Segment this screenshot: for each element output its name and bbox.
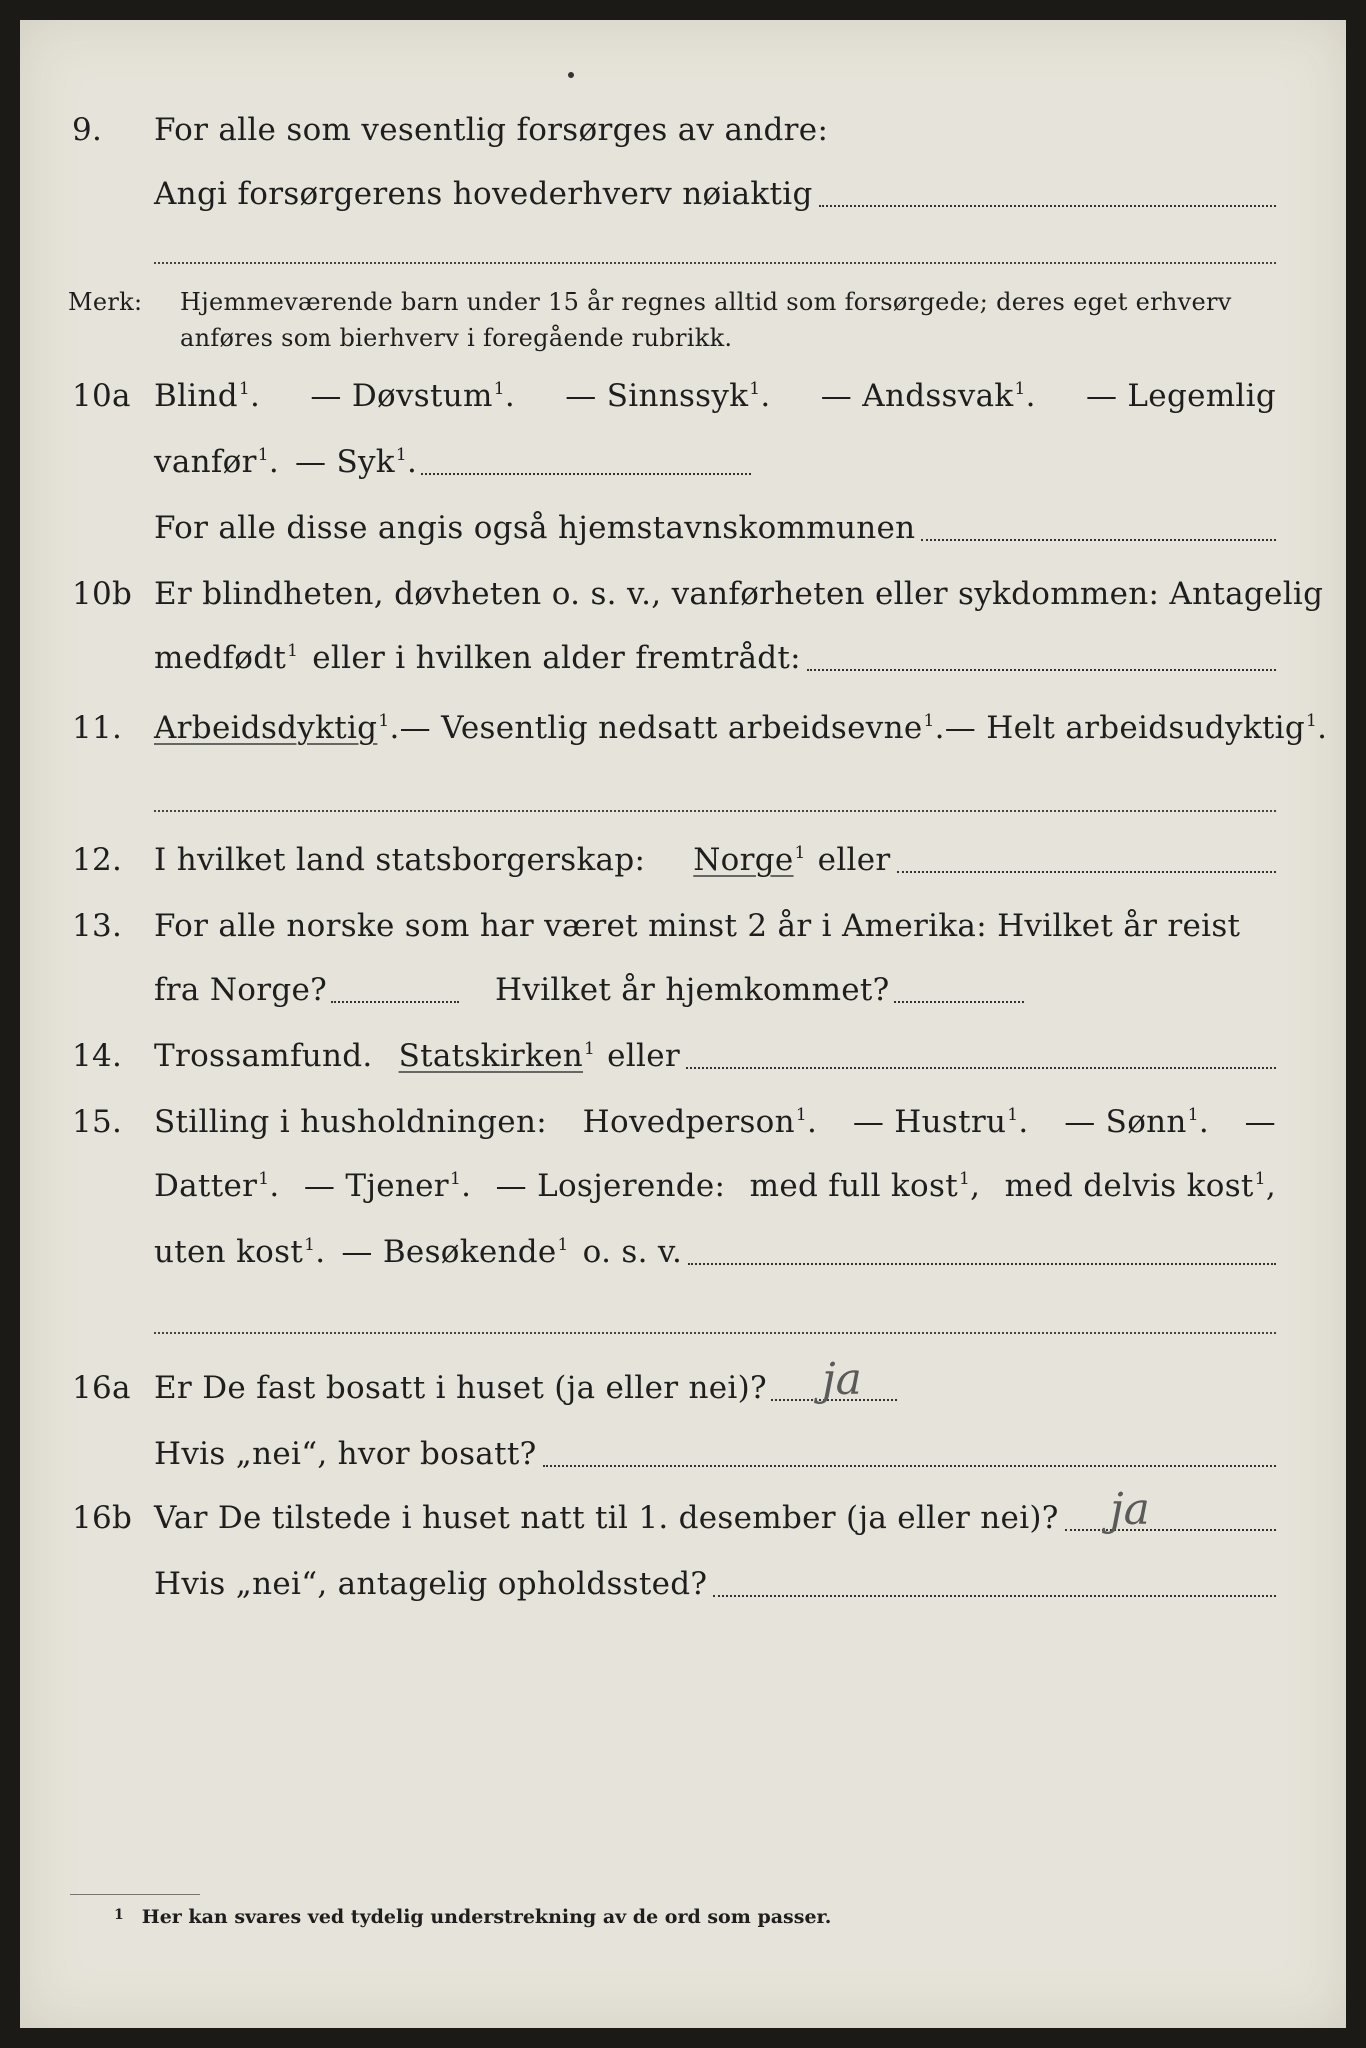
q14-eller: eller	[607, 1038, 680, 1074]
footnote-mark: 1	[114, 1907, 124, 1923]
ink-speck	[568, 72, 574, 78]
footnote-text: Her kan svares ved tydelig understrekning av de ord som passer.	[141, 1906, 832, 1928]
q11-number: 11.	[72, 710, 123, 746]
q12-text: I hvilket land statsborgerskap:	[154, 842, 646, 878]
q10b-option-medfodt[interactable]: medfødt$^1$	[154, 640, 299, 676]
census-form-page: 9. For alle som vesentlig forsørges av andre: Angi forsørgerens hovederhverv nøiaktig Merk: Hjemmeværende barn under 15 år regnes alltid som forsørgede; deres eget erhverv anføres som bierhverv i foregående rubrikk. 10a Blind$^1$. — Døvstum$^1$. — Sinnssyk$^1$. — Andssvak$^1$. — Legemlig vanfør$^1$. — Syk$^1$. For alle disse angis også hjemstavnskommunen 10b Er blindheten, døvheten o. s. v., vanførheten eller sykdommen: Antagelig medfødt$^1$ eller i hvilken alder fremtrådt: 11. Arbeidsdyktig$^1$. — Vesentlig nedsatt arbeidsevne$^1$. — Helt arbeidsudyktig$^1$. 12. I hvilket land statsborgerskap: Norge$^1$ eller 13. For alle norske som har været minst 2 år i Amerika: Hvilket år reist fra Norge? Hvilket år hjemkommet? 14. Trossamfund. Statskirken$^1$ eller 15. Stilling i husholdningen: Hovedperson$^1$. — Hustru$^1$. — Sønn$^1$. — Datter$^1$. — Tjener$^1$. — Losjerende: med full kost$^1$, med delvis kost$^1$, uten kost$^1$. — Besøkende$^1$ o. s. v. 16a Er De fast bosatt i huset (ja eller nei)? ja Hvis „nei“, hvor bosatt? 16b Var De tilstede i huset natt til 1. desember (ja eller nei)? ja Hvis „nei“, antagelig opholdssted? $^1$ Her kan svares ved tydelig understrekning av de ord som passer.	[20, 20, 1346, 2028]
q10a-hjemstavn-field[interactable]	[921, 538, 1276, 541]
q15-option-uten-kost[interactable]: uten kost$^1$.	[154, 1234, 326, 1270]
q15-losjerende-label: — Losjerende:	[495, 1168, 726, 1204]
merk-line1: Hjemmeværende barn under 15 år regnes alltid som forsørgede; deres eget erhverv	[180, 288, 1232, 316]
q11-option-arbeidsdyktig[interactable]: Arbeidsdyktig$^1$.	[154, 710, 400, 746]
q10a-syk-field[interactable]	[421, 472, 751, 475]
q10b-answer-field[interactable]	[807, 668, 1276, 671]
q9-extra-line[interactable]	[154, 262, 1276, 264]
q10a-option-vanfor[interactable]: vanfør$^1$.	[154, 444, 279, 480]
q15-label: Stilling i husholdningen:	[154, 1104, 547, 1140]
q15-option-delvis-kost[interactable]: med delvis kost$^1$,	[1004, 1168, 1276, 1204]
q13-hjemkommet-field[interactable]	[894, 1000, 1024, 1003]
q10a-option-blind[interactable]: Blind	[154, 378, 238, 414]
q15-option-hustru[interactable]: — Hustru$^1$.	[852, 1104, 1029, 1140]
q13-line1: For alle norske som har været minst 2 år i Amerika: Hvilket år reist	[154, 908, 1241, 944]
q13-number: 13.	[72, 908, 123, 944]
q10b-line2: eller i hvilken alder fremtrådt:	[312, 640, 801, 676]
footnote	[114, 1906, 831, 1928]
q15-answer-field[interactable]	[688, 1262, 1276, 1265]
q15-option-tjener[interactable]: — Tjener$^1$.	[303, 1168, 472, 1204]
q16a-line2: Hvis „nei“, hvor bosatt?	[154, 1436, 537, 1472]
q16a-handwritten-answer: ja	[822, 1354, 862, 1405]
q14-answer-field[interactable]	[686, 1066, 1276, 1069]
q16b-number: 16b	[72, 1500, 133, 1536]
q10a-option-sinnssyk[interactable]: — Sinnssyk	[565, 378, 749, 414]
q10b-number: 10b	[72, 576, 133, 612]
q16b-line2: Hvis „nei“, antagelig opholdssted?	[154, 1566, 708, 1602]
q10b-line1: Er blindheten, døvheten o. s. v., vanførheten eller sykdommen: Antagelig	[154, 576, 1324, 612]
q15-option-full-kost[interactable]: med full kost$^1$,	[749, 1168, 981, 1204]
q11-option-udyktig[interactable]: — Helt arbeidsudyktig$^1$.	[944, 710, 1328, 746]
q10a-option-andssvak[interactable]: — Andssvak	[820, 378, 1014, 414]
q15-option-datter[interactable]: Datter$^1$.	[154, 1168, 280, 1204]
merk-label: Merk:	[68, 288, 143, 316]
q15-option-besokende[interactable]: — Besøkende$^1$	[341, 1234, 569, 1270]
q10a-line3: For alle disse angis også hjemstavnskommunen	[154, 510, 916, 546]
q16a-bosatt-field[interactable]	[543, 1464, 1276, 1467]
q14-option-statskirken[interactable]: Statskirken$^1$	[398, 1038, 596, 1074]
q10a-option-legemlig[interactable]: — Legemlig	[1085, 378, 1276, 414]
q12-option-norge[interactable]: Norge$^1$	[693, 842, 806, 878]
q16b-question: Var De tilstede i huset natt til 1. desember (ja eller nei)?	[154, 1500, 1059, 1536]
q15-number: 15.	[72, 1104, 123, 1140]
q13-hjemkommet-label: Hvilket år hjemkommet?	[495, 972, 890, 1008]
q9-line2: Angi forsørgerens hovederhverv nøiaktig	[154, 176, 813, 212]
q15-option-hovedperson[interactable]: Hovedperson$^1$.	[582, 1104, 818, 1140]
footnote-rule	[70, 1894, 200, 1895]
q10a-option-dovstum[interactable]: — Døvstum	[310, 378, 493, 414]
q9-line1: For alle som vesentlig forsørges av andre:	[154, 112, 829, 148]
q11-extra-line[interactable]	[154, 810, 1276, 812]
q16a-question: Er De fast bosatt i huset (ja eller nei)?	[154, 1370, 767, 1406]
q15-osv: o. s. v.	[582, 1234, 683, 1270]
q16a-number: 16a	[72, 1370, 131, 1406]
q14-text: Trossamfund.	[154, 1038, 373, 1074]
q16b-opholdssted-field[interactable]	[713, 1594, 1276, 1597]
q13-reist-label: fra Norge?	[154, 972, 328, 1008]
q12-answer-field[interactable]	[897, 870, 1276, 873]
q15-dash: —	[1244, 1104, 1276, 1140]
q15-extra-line[interactable]	[154, 1332, 1276, 1334]
q16b-answer-field[interactable]	[1065, 1528, 1276, 1531]
q11-option-nedsatt[interactable]: — Vesentlig nedsatt arbeidsevne$^1$.	[399, 710, 945, 746]
merk-line2: anføres som bierhverv i foregående rubrikk.	[180, 324, 733, 352]
q10a-number: 10a	[72, 378, 131, 414]
q9-answer-field[interactable]	[819, 204, 1276, 207]
q12-number: 12.	[72, 842, 123, 878]
q10a-option-syk[interactable]: — Syk$^1$.	[295, 444, 418, 480]
q9-number: 9.	[72, 112, 103, 148]
q13-reist-field[interactable]	[331, 1000, 459, 1003]
q16b-handwritten-answer: ja	[1110, 1484, 1150, 1535]
q14-number: 14.	[72, 1038, 123, 1074]
q15-option-sonn[interactable]: — Sønn$^1$.	[1064, 1104, 1209, 1140]
q12-eller: eller	[817, 842, 891, 878]
